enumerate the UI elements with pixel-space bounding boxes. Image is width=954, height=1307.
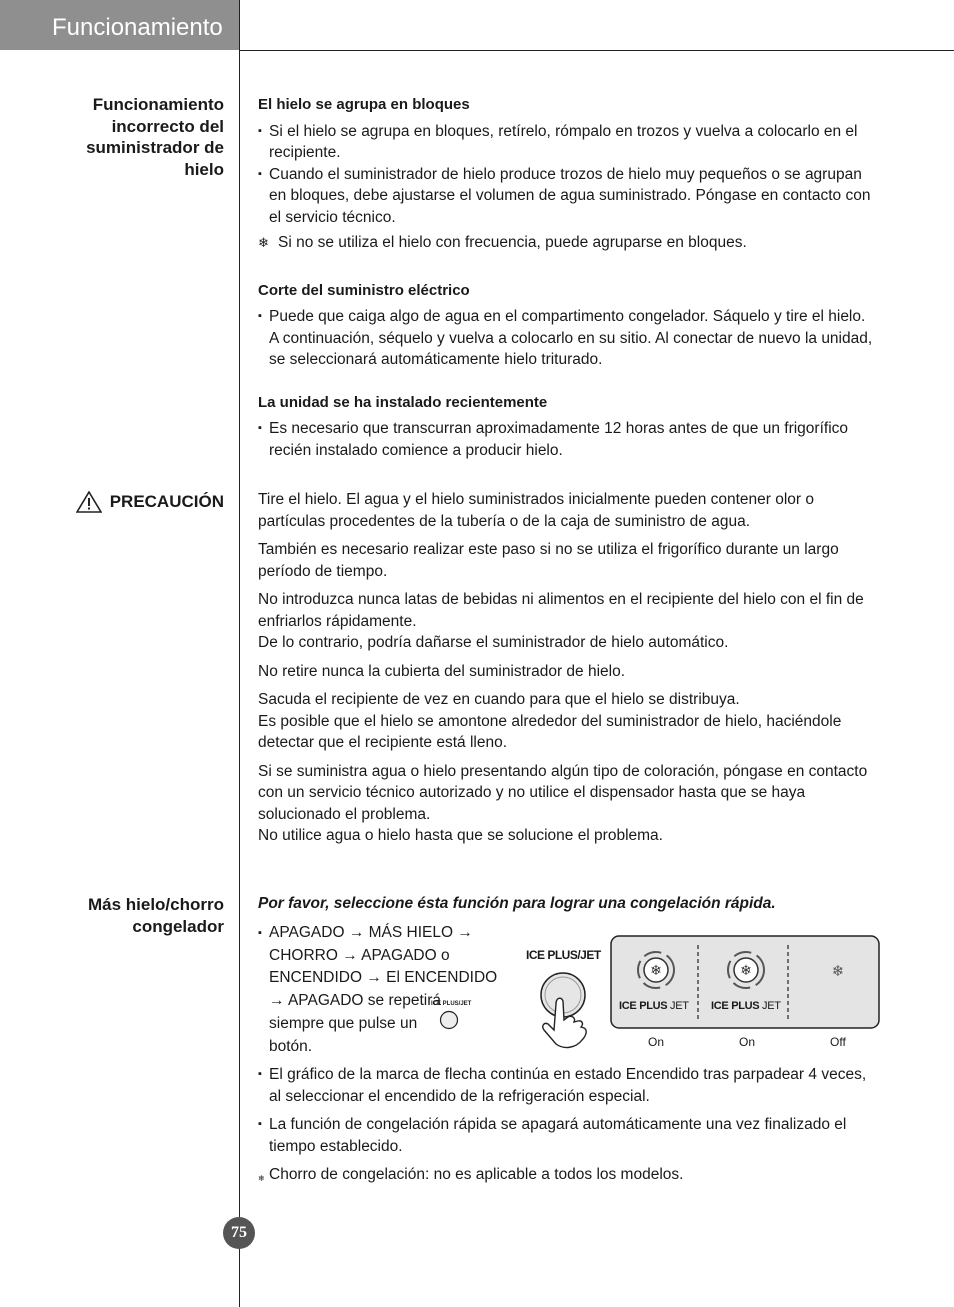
snowflake-icon: ❄: [831, 962, 845, 980]
snowflake-icon: ❄: [258, 235, 269, 250]
section-title-ice-plus: Más hielo/chorro congelador: [87, 895, 224, 936]
panel-label-ice-plus-1: ICE PLUS: [619, 1000, 668, 1012]
small-button-label: ICE PLUS/JET: [431, 1000, 472, 1007]
note-item: ❄ Si no se utiliza el hielo con frecuencia, puede agruparse en bloques.: [258, 232, 878, 254]
page-number: 75: [223, 1217, 255, 1249]
paragraph: Si se suministra agua o hielo presentando algún tipo de coloración, póngase en contacto con un servicio técnico autorizado y no utilice el dispensador hasta que se haya solucionado el problema. No utilice agua o hielo hasta que se solucione el problema.: [258, 762, 868, 844]
paragraph: También es necesario realizar este paso si no se utiliza el frigorífico durante un largo período de tiempo.: [258, 541, 839, 580]
bullet-item: ▪ Cuando el suministrador de hielo produce trozos de hielo muy pequeños o se agrupan en bloques, debe ajustarse el volumen de agua suministrado. Póngase en contacto con el servicio técnico.: [258, 164, 878, 229]
control-panel-illustration: [610, 935, 882, 1031]
bullet-item: ▪ Puede que caiga algo de agua en el compartimento congelador. Sáquelo y tire el hielo. A continuación, séquelo y vuelva a colocarlo en su sitio. Al conectar de nuevo la unidad, se seleccionará automáticamente hielo triturado.: [258, 306, 878, 371]
section-ice-plus: [258, 893, 878, 915]
subheading-power-cut: Corte del suministro eléctrico: [258, 281, 470, 299]
state-label-off: Off: [830, 1035, 846, 1049]
svg-text:❄: ❄: [740, 963, 752, 979]
state-label-on: On: [739, 1035, 756, 1049]
subheading-recent-install: La unidad se ha instalado recientemente: [258, 393, 548, 411]
state-label-on: On: [648, 1035, 665, 1049]
bullet-item: ▪ El gráfico de la marca de flecha continúa en estado Encendido tras parpadear 4 veces, al seleccionar el encendido de la refrigeración especial.: [258, 1064, 878, 1107]
ice-plus-button-hand-illustration: [536, 968, 596, 1054]
panel-label-jet-2: JET: [762, 1000, 781, 1012]
section-ice-plus-notes: [258, 1064, 878, 1186]
subheading-ice-clumps: El hielo se agrupa en bloques: [258, 96, 470, 113]
header-tab: [0, 0, 239, 50]
button-label: ICE PLUS/JET: [526, 948, 601, 962]
note-item: ❄ Chorro de congelación: no es aplicable a todos los modelos.: [258, 1164, 878, 1186]
section-caution: [258, 489, 878, 854]
bullet-item: ▪ Es necesario que transcurran aproximadamente 12 horas antes de que un frigorífico recién instalado comience a producir hielo.: [258, 418, 878, 461]
sequence-bullet: ▪ APAGADO → MÁS HIELO → CHORRO → APAGADO o ENCENDIDO → El ENCENDIDO → APAGADO se repetirá siempre que pulse un ICE PLUS/JET botón.: [258, 922, 508, 1058]
paragraph: No introduzca nunca latas de bebidas ni alimentos en el recipiente del hielo con el fin de enfriarlos rápidamente. De lo contrario, podría dañarse el suministrador de hielo automático.: [258, 591, 864, 651]
note-marker-icon: ❄: [258, 1174, 265, 1183]
bullet-item: ▪ La función de congelación rápida se apagará automáticamente una vez finalizado el tiempo establecido.: [258, 1114, 878, 1157]
column-divider: [239, 0, 240, 1307]
svg-text:❄: ❄: [650, 963, 662, 979]
section-ice-malfunction: [258, 94, 878, 461]
section-title-caution: PRECAUCIÓN: [76, 491, 224, 513]
small-button-icon: [439, 1010, 459, 1030]
intro-text: Por favor, seleccione ésta función para lograr una congelación rápida.: [258, 895, 776, 912]
paragraph: No retire nunca la cubierta del suministrador de hielo.: [258, 662, 626, 680]
section-title-ice-malfunction: Funcionamiento incorrecto del suministrador de hielo: [86, 95, 224, 179]
page-header-title: Funcionamiento: [52, 14, 223, 41]
paragraph: Tire el hielo. El agua y el hielo suministrados inicialmente pueden contener olor o partículas procedentes de la tubería o de la caja de suministro de agua.: [258, 491, 815, 530]
header-rule: [239, 50, 954, 51]
panel-label-jet-1: JET: [670, 1000, 689, 1012]
paragraph: Sacuda el recipiente de vez en cuando para que el hielo se distribuya. Es posible que el hielo se amontone alrededor del suministrador de hielo, haciéndole detectar que el recipiente está lleno.: [258, 691, 842, 751]
warning-icon: [76, 491, 102, 513]
panel-label-ice-plus-2: ICE PLUS: [711, 1000, 760, 1012]
bullet-item: ▪ Si el hielo se agrupa en bloques, retírelo, rómpalo en trozos y vuelva a colocarlo en el recipiente.: [258, 121, 878, 164]
